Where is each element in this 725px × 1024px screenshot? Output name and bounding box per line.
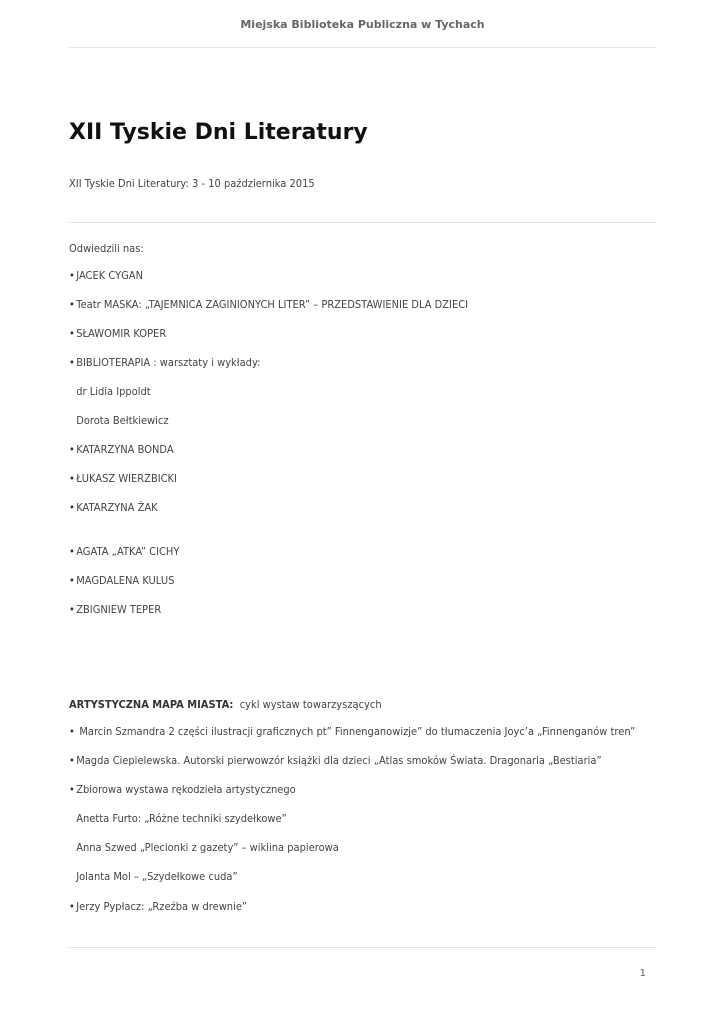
event-dates: XII Tyskie Dni Literatury: 3 - 10 października 2015 (69, 177, 315, 190)
document-header-title: Miejska Biblioteka Publiczna w Tychach (240, 18, 485, 31)
page-title: XII Tyskie Dni Literatury (69, 120, 368, 145)
visitor-item: •MAGDALENA KULUS (69, 574, 175, 587)
page-number: 1 (639, 968, 646, 979)
visitor-item: •AGATA „ATKA” CICHY (69, 545, 180, 558)
bullet-icon: • (69, 298, 75, 311)
exhibition-item: •Magda Ciepielewska. Autorski pierwowzór książki dla dzieci „Atlas smoków Świata. Dragonaria „Bestiaria” (69, 754, 602, 767)
art-map-description: cykl wystaw towarzyszących (239, 698, 382, 711)
exhibition-subitem: Jolanta Mol – „Szydełkowe cuda” (76, 870, 238, 883)
exhibition-item: • Marcin Szmandra 2 części ilustracji graficznych pt” Finnenganowizje” do tłumaczenia Joyc’a „Finnenganów tren” (69, 725, 636, 738)
exhibition-subitem: Anna Szwed „Plecionki z gazety” – wiklina papierowa (76, 841, 339, 854)
visitor-item: •ZBIGNIEW TEPER (69, 603, 162, 616)
bullet-icon: • (69, 327, 75, 340)
bullet-icon: • (69, 269, 75, 282)
bullet-icon: • (69, 472, 75, 485)
bullet-icon: • (69, 603, 75, 616)
section-divider (69, 222, 656, 223)
bullet-icon: • (69, 356, 75, 369)
visitor-subitem: dr Lidia Ippoldt (76, 385, 151, 398)
visitor-item: •ŁUKASZ WIERZBICKI (69, 472, 177, 485)
bullet-icon: • (69, 443, 75, 456)
visitor-item: •Teatr MASKA: „TAJEMNICA ZAGINIONYCH LITER” – PRZEDSTAWIENIE DLA DZIECI (69, 298, 469, 311)
visited-heading: Odwiedzili nas: (69, 242, 144, 255)
bullet-icon: • (69, 545, 75, 558)
exhibition-item: •Jerzy Pypłacz: „Rzeźba w drewnie” (69, 900, 248, 913)
visitor-item: •JACEK CYGAN (69, 269, 143, 282)
bullet-icon: • (69, 783, 75, 796)
bullet-icon: • (69, 725, 75, 738)
visitor-item: •BIBLIOTERAPIA : warsztaty i wykłady: (69, 356, 261, 369)
footer-divider (69, 947, 656, 948)
bullet-icon: • (69, 900, 75, 913)
art-map-heading (69, 698, 382, 711)
visitor-item: •KATARZYNA BONDA (69, 443, 174, 456)
exhibition-subitem: Anetta Furto: „Różne techniki szydełkowe” (76, 812, 287, 825)
visitor-item: •SŁAWOMIR KOPER (69, 327, 167, 340)
exhibition-item: •Zbiorowa wystawa rękodzieła artystycznego (69, 783, 296, 796)
bullet-icon: • (69, 574, 75, 587)
bullet-icon: • (69, 754, 75, 767)
visitor-subitem: Dorota Bełtkiewicz (76, 414, 169, 427)
art-map-label: ARTYSTYCZNA MAPA MIASTA: (69, 698, 234, 711)
bullet-icon: • (69, 501, 75, 514)
visitor-item: •KATARZYNA ŻAK (69, 501, 158, 514)
header-divider (69, 47, 656, 48)
